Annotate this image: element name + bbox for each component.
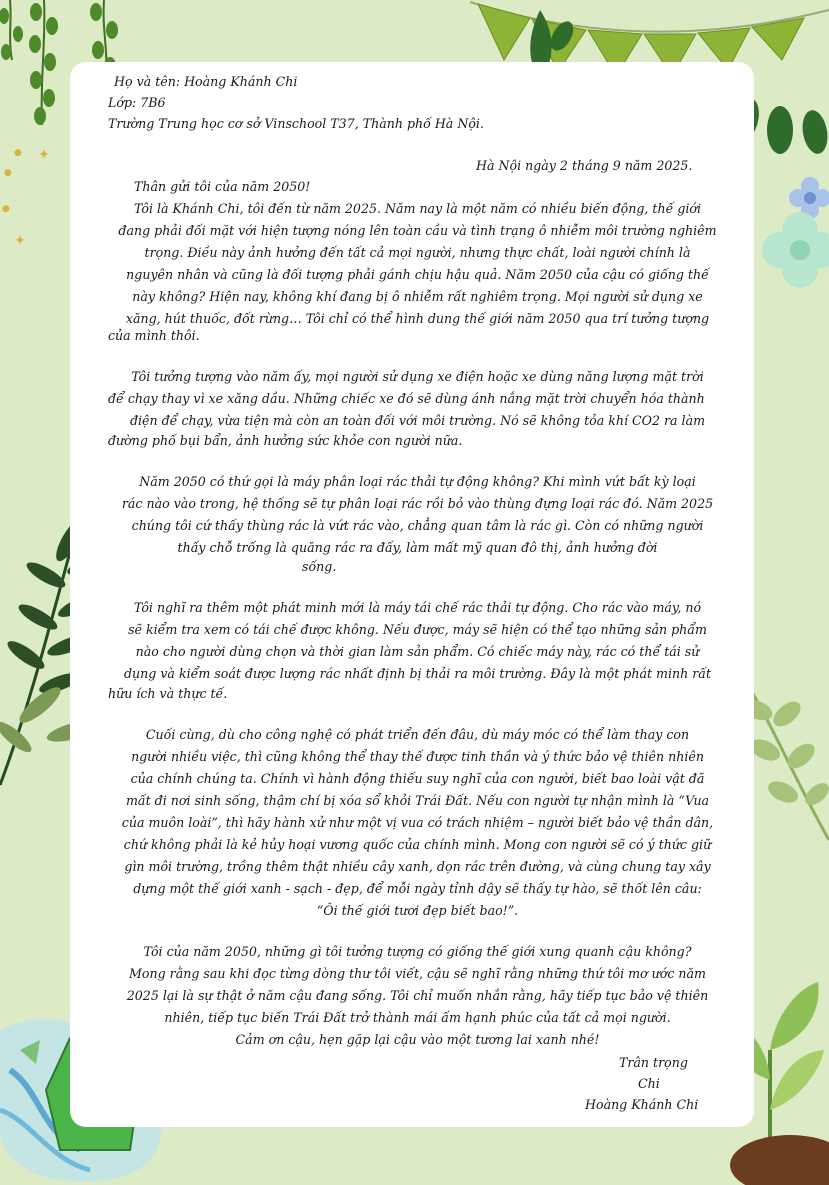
letter-line: trọng. Điều này ảnh hưởng đến tất cả mọi người, nhưng thực chất, loài người chính là: [144, 245, 691, 260]
letter-line: thấy chỗ trống là quăng rác ra đấy, làm mất mỹ quan đô thị, ảnh hưởng đời: [177, 540, 658, 555]
letter-line: của muôn loài”, thì hãy hành xử như một vị vua có trách nhiệm – người biết bảo vệ thần dân,: [121, 815, 714, 830]
letter-date: Hà Nội ngày 2 tháng 9 năm 2025.: [476, 158, 693, 173]
letter-line: sẽ kiểm tra xem có tái chế được không. Nếu được, máy sẽ hiện có thể tạo những sản phẩm: [128, 622, 707, 637]
letter-line: Tôi nghĩ ra thêm một phát minh mới là máy tái chế rác thải tự động. Cho rác vào máy, nó: [133, 600, 702, 615]
student-class: Lớp: 7B6: [108, 95, 166, 110]
letter-line: Cuối cùng, dù cho công nghệ có phát triển đến đâu, dù máy móc có thể làm thay con: [145, 727, 690, 742]
letter-line: Năm 2050 có thứ gọi là máy phân loại rác thải tự động không? Khi mình vứt bất kỳ loại: [139, 474, 696, 489]
letter-line: để chạy thay vì xe xăng dầu. Những chiếc xe đó sẽ dùng ánh nắng mặt trời chuyển hóa thành: [108, 391, 705, 406]
letter-line: 2025 lại là sự thật ở năm cậu đang sống. Tôi chỉ muốn nhắn rằng, hãy tiếp tục bảo vệ thiên: [126, 988, 709, 1003]
letter-line: mất đi nơi sinh sống, thậm chí bị xóa sổ khỏi Trái Đất. Nếu con người tự nhận mình là “Vua: [125, 793, 710, 808]
letter-line: của chính chúng ta. Chính vì hành động thiếu suy nghĩ của con người, biết bao loài vật đã: [130, 771, 705, 786]
letter-line: gìn môi trường, trồng thêm thật nhiều cây xanh, dọn rác trên đường, và cùng chung tay xây: [124, 859, 711, 874]
school-name: Trường Trung học cơ sở Vinschool T37, Thành phố Hà Nội.: [108, 116, 484, 131]
letter-line: đường phố bụi bẩn, ảnh hưởng sức khỏe con người nữa.: [108, 433, 463, 448]
student-name: Họ và tên: Hoàng Khánh Chi: [114, 74, 298, 89]
closing-signature: Chi: [638, 1076, 660, 1091]
letter-line: này không? Hiện nay, không khí đang bị ô nhiễm rất nghiêm trọng. Mọi người sử dụng xe: [132, 289, 703, 304]
sparkle-stars-decoration: ✦ ● ● ✦ ●: [2, 147, 50, 249]
letter-line: nguyên nhân và cũng là đối tượng phải gánh chịu hậu quả. Năm 2050 của cậu có giống thế: [126, 267, 709, 282]
letter-line: chúng tôi cứ thấy thùng rác là vứt rác vào, chẳng quan tâm là rác gì. Còn có những người: [131, 518, 704, 533]
closing-regards: Trân trọng: [619, 1055, 688, 1070]
flower-decoration: [750, 170, 829, 300]
letter-line: đang phải đối mặt với hiện tượng nóng lên toàn cầu và tình trạng ô nhiễm môi trường nghiêm: [118, 223, 717, 238]
letter-line: chứ không phải là kẻ hủy hoại vương quốc của chính mình. Mong con người sẽ có ý thức giữ: [123, 837, 712, 852]
letter-line: Tôi tưởng tượng vào năm ấy, mọi người sử dụng xe điện hoặc xe dùng năng lượng mặt trời: [131, 369, 704, 384]
letter-line: sống.: [302, 559, 337, 574]
letter-line: của mình thôi.: [108, 328, 200, 343]
letter-line: nào cho người dùng chọn và thời gian làm sản phẩm. Có chiếc máy này, rác có thể tái sử: [135, 644, 700, 659]
closing-full-name: Hoàng Khánh Chi: [585, 1097, 699, 1112]
letter-line: rác nào vào trong, hệ thống sẽ tự phân loại rác rồi bỏ vào thùng đựng loại rác đó. Năm 2025: [121, 496, 714, 511]
letter-greeting: Thân gửi tôi của năm 2050!: [134, 179, 311, 194]
letter-line: Mong rằng sau khi đọc từng dòng thư tôi viết, cậu sẽ nghĩ rằng những thứ tôi mơ ước năm: [129, 966, 706, 981]
letter-line: Cảm ơn cậu, hẹn gặp lại cậu vào một tương lai xanh nhé!: [235, 1032, 600, 1047]
letter-line: dụng và kiểm soát được lượng rác nhất định bị thải ra môi trường. Đây là một phát minh rất: [123, 666, 712, 681]
letter-line: người nhiều việc, thì cũng không thể thay thế được tinh thần và ý thức bảo vệ thiên nhiên: [131, 749, 704, 764]
letter-line: Tôi là Khánh Chi, tôi đến từ năm 2025. Năm nay là một năm có nhiều biến động, thế giới: [133, 201, 702, 216]
letter-line: xăng, hút thuốc, đốt rừng… Tôi chỉ có thể hình dung thế giới năm 2050 qua trí tưởng tượng: [125, 311, 710, 326]
letter-line: nhiên, tiếp tục biến Trái Đất trở thành mái ấm hạnh phúc của tất cả mọi người.: [164, 1010, 671, 1025]
letter-line: điện để chạy, vừa tiện mà còn an toàn đối với môi trường. Nó sẽ không tỏa khí CO2 ra làm: [129, 413, 706, 428]
letter-line: “Ôi thế giới tươi đẹp biết bao!”.: [316, 903, 519, 918]
letter-line: Tôi của năm 2050, những gì tôi tưởng tượng có giống thế giới xung quanh cậu không?: [143, 944, 692, 959]
letter-line: dựng một thế giới xanh - sạch - đẹp, để mỗi ngày tỉnh dậy sẽ thấy tự hào, sẽ thốt lên câu:: [133, 881, 702, 896]
letter-line: hữu ích và thực tế.: [108, 686, 228, 701]
